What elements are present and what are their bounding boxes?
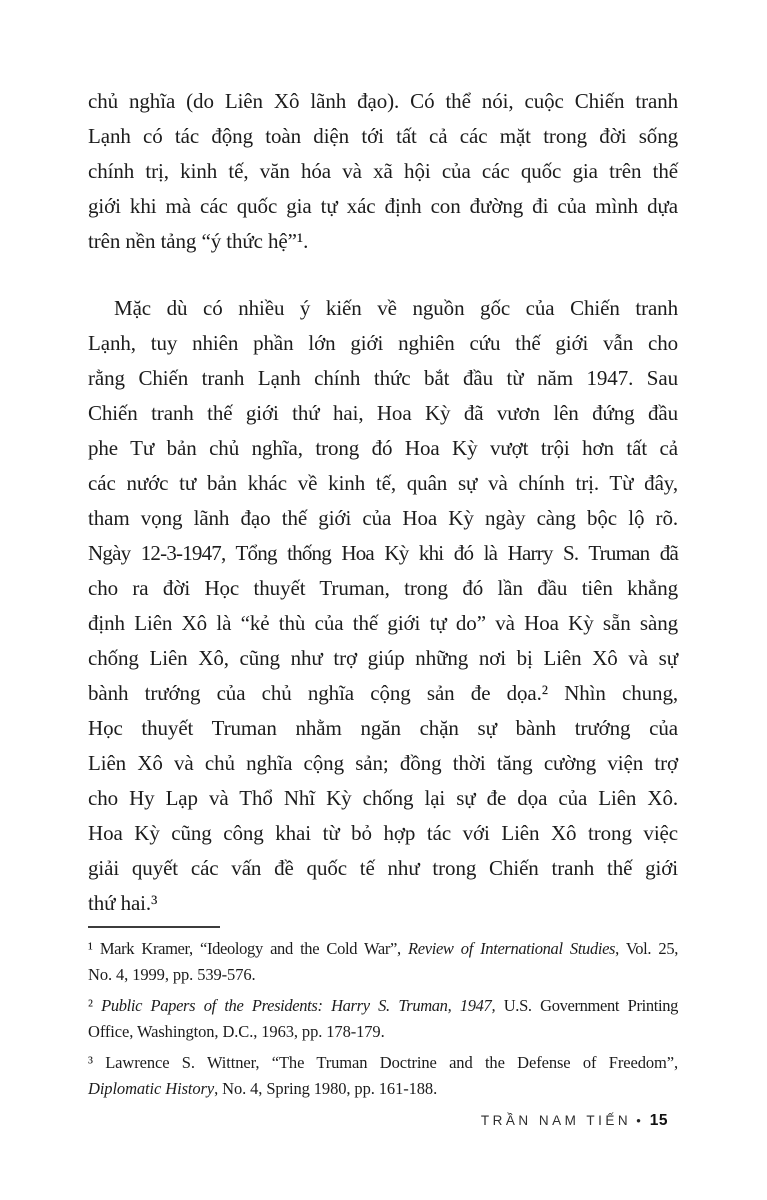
footnote-line: [88, 936, 678, 962]
body-line: tham vọng lãnh đạo thế giới của Hoa Kỳ ngày càng bộc lộ rõ.: [88, 506, 678, 530]
body-line: bành trướng của chủ nghĩa cộng sản đe dọa.² Nhìn chung,: [88, 681, 678, 705]
body-line: Lạnh có tác động toàn diện tới tất cả các mặt trong đời sống: [88, 124, 678, 148]
body-line: chính trị, kinh tế, văn hóa và xã hội của các quốc gia trên thế: [88, 159, 678, 183]
body-line: Ngày 12-3-1947, Tổng thống Hoa Kỳ khi đó là Harry S. Truman đã: [88, 541, 678, 565]
body-line: thứ hai.³: [88, 891, 158, 915]
text-block: [88, 84, 678, 1107]
body-line: các nước tư bản khác về kinh tế, quân sự và chính trị. Từ đây,: [88, 471, 678, 495]
body-line: rằng Chiến tranh Lạnh chính thức bắt đầu từ năm 1947. Sau: [88, 366, 678, 390]
footnote-text: Office, Washington, D.C., 1963, pp. 178-179.: [88, 1022, 385, 1041]
footnote-line: [88, 1050, 678, 1076]
body-line: chống Liên Xô, cũng như trợ giúp những nơi bị Liên Xô và sự: [88, 646, 678, 670]
footnote-text-italic: Public Papers of the Presidents: Harry S. Truman, 1947,: [101, 996, 496, 1015]
body-line: Chiến tranh thế giới thứ hai, Hoa Kỳ đã vươn lên đứng đầu: [88, 401, 678, 425]
footnote-text: No. 4, 1999, pp. 539-576.: [88, 965, 256, 984]
footnote-text-italic: Review of International Studies: [408, 939, 616, 958]
body-line: giải quyết các vấn đề quốc tế như trong Chiến tranh thế giới: [88, 856, 678, 880]
footnote-text: ¹ Mark Kramer, “Ideology and the Cold War”,: [88, 939, 409, 958]
body-line: Hoa Kỳ cũng công khai từ bỏ hợp tác với Liên Xô trong việc: [88, 821, 678, 845]
body-line: Học thuyết Truman nhằm ngăn chặn sự bành trướng của: [88, 716, 678, 740]
body-line: Liên Xô và chủ nghĩa cộng sản; đồng thời tăng cường viện trợ: [88, 751, 678, 775]
body-paragraph-2: [88, 291, 678, 921]
footnote-1: [88, 936, 678, 988]
body-line: trên nền tảng “ý thức hệ”¹.: [88, 229, 309, 253]
footnote-text: U.S. Government Printing: [495, 996, 678, 1015]
author-name: TRẦN NAM TIẾN: [480, 1113, 632, 1128]
footnote-line: [88, 1076, 678, 1102]
footnote-3: [88, 1050, 678, 1102]
body-line: chủ nghĩa (do Liên Xô lãnh đạo). Có thể nói, cuộc Chiến tranh: [88, 89, 678, 113]
footnote-text: , Vol. 25,: [615, 939, 678, 958]
body-line: giới khi mà các quốc gia tự xác định con đường đi của mình dựa: [88, 194, 678, 218]
page-number: 15: [649, 1112, 668, 1129]
footnote-separator: [88, 926, 220, 928]
body-line: cho ra đời Học thuyết Truman, trong đó lần đầu tiên khẳng: [88, 576, 678, 600]
body-line: Mặc dù có nhiều ý kiến về nguồn gốc của Chiến tranh: [114, 296, 678, 320]
body-line: cho Hy Lạp và Thổ Nhĩ Kỳ chống lại sự đe dọa của Liên Xô.: [88, 786, 678, 810]
bullet-separator: •: [636, 1113, 641, 1128]
body-line: Lạnh, tuy nhiên phần lớn giới nghiên cứu thế giới vẫn cho: [88, 331, 678, 355]
footnote-line: [88, 1019, 678, 1045]
footnote-line: [88, 962, 678, 988]
footnote-text: ³ Lawrence S. Wittner, “The Truman Doctrine and the Defense of Freedom”,: [88, 1053, 678, 1072]
footnote-2: [88, 993, 678, 1045]
page-footer: [481, 1112, 678, 1130]
body-paragraph-1: [88, 84, 678, 259]
body-line: định Liên Xô là “kẻ thù của thế giới tự do” và Hoa Kỳ sẵn sàng: [88, 611, 678, 635]
footnote-text: ²: [88, 996, 102, 1015]
footnote-text-italic: Diplomatic History: [88, 1079, 215, 1098]
footnote-line: [88, 993, 678, 1019]
body-line: phe Tư bản chủ nghĩa, trong đó Hoa Kỳ vượt trội hơn tất cả: [88, 436, 678, 460]
footnote-text: , No. 4, Spring 1980, pp. 161-188.: [214, 1079, 438, 1098]
